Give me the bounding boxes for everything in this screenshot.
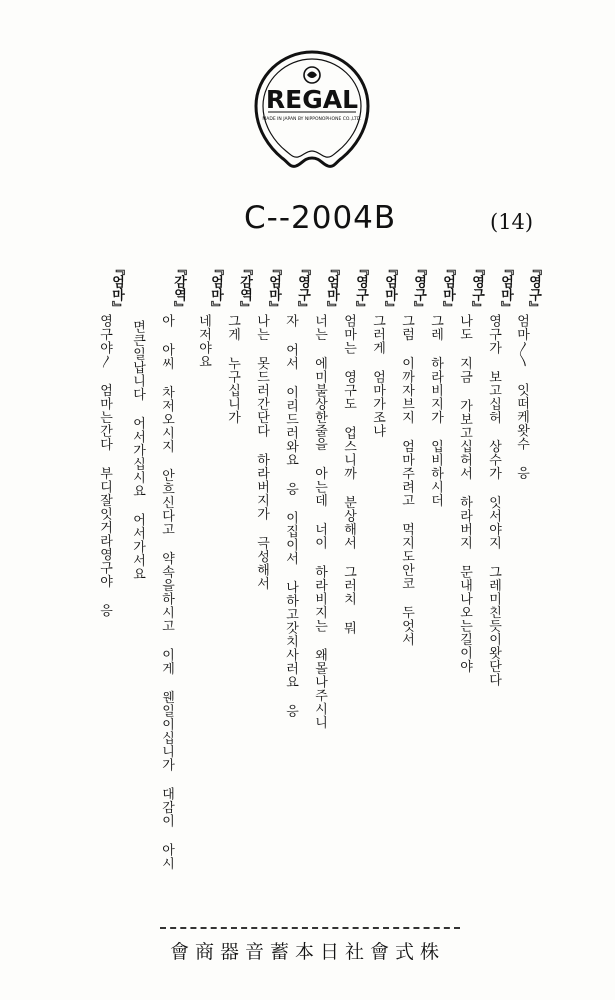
speaker-label: 『엄마』 bbox=[208, 262, 223, 314]
dialogue-text: 그럼 이까자브지 엄마주려고 먹지도안코 두엇서 bbox=[399, 314, 414, 646]
speaker-label: 『영구』 bbox=[469, 262, 484, 314]
speaker-label: 『감역』 bbox=[171, 262, 186, 314]
footer-divider bbox=[160, 927, 460, 929]
lyric-column bbox=[515, 262, 540, 480]
lyric-column bbox=[487, 262, 512, 687]
dialogue-text: 그레 하라비지가 입비하시더 bbox=[428, 314, 443, 507]
speaker-label: 『엄마』 bbox=[382, 262, 397, 314]
lyric-column bbox=[160, 262, 185, 870]
dialogue-text: 면큰일납니다 어서가십시요 어서가서요 bbox=[130, 320, 145, 581]
lyric-column bbox=[197, 262, 222, 368]
speaker-label: 『엄마』 bbox=[109, 262, 124, 314]
lyric-column bbox=[400, 262, 425, 646]
lyric-column bbox=[458, 262, 483, 673]
dialogue-text: 자 어서 이리드러와요 응 이집이서 나하고갓치사러요 응 bbox=[283, 314, 298, 718]
lyric-column bbox=[313, 262, 338, 729]
lyric-column bbox=[429, 262, 454, 507]
dialogue-text: 그러게 엄마가조냐 bbox=[370, 314, 385, 438]
publisher-footer: 會商器音蓄本日社會式株 bbox=[169, 941, 445, 963]
speaker-label: 『엄마』 bbox=[498, 262, 513, 314]
speaker-label: 『영구』 bbox=[526, 262, 541, 314]
logo-brand-text: REGAL bbox=[265, 85, 359, 114]
dialogue-text: 엄마는 영구도 업스니까 분상해서 그러치 뭐 bbox=[341, 314, 356, 635]
dialogue-text: 영구야〳 엄마는간다 부디잘잇거라영구야 응 bbox=[97, 314, 112, 617]
speaker-label: 『영구』 bbox=[353, 262, 368, 314]
dialogue-text: 그게 누구십니가 bbox=[225, 314, 240, 424]
logo-small-text: MADE IN JAPAN BY NIPPONOPHONE CO.,LTD. bbox=[262, 117, 362, 122]
speaker-label: 『엄마』 bbox=[266, 262, 281, 314]
speaker-label: 『엄마』 bbox=[440, 262, 455, 314]
dialogue-text: 나도 지금 가보고십허서 하라버지 문내나오는길이야 bbox=[457, 314, 472, 673]
speaker-label: 『엄마』 bbox=[324, 262, 339, 314]
catalog-code: C--2004B bbox=[244, 200, 397, 236]
lyric-column bbox=[98, 262, 123, 617]
lyric-column bbox=[342, 262, 367, 635]
dialogue-text: 아 아씨 차저오시지 안흐신다고 약속을하시고 이게 웬일이십니가 대감이 아시 bbox=[159, 314, 174, 870]
speaker-label: 『감역』 bbox=[237, 262, 252, 314]
page-number: (14) bbox=[490, 210, 534, 234]
lyric-column bbox=[284, 262, 309, 718]
dialogue-text: 영구가 보고십허 상수가 잇서야지 그레미친듯이왓단다 bbox=[486, 314, 501, 687]
speaker-label: 『영구』 bbox=[411, 262, 426, 314]
dialogue-text: 엄마〳〵 잇떠케왓수 응 bbox=[514, 314, 529, 480]
dialogue-text: 너는 에미불상한줄을 아는데 너이 하라비지는 왜몰나주시니 bbox=[312, 314, 327, 729]
lyric-column bbox=[371, 262, 396, 438]
lyric-column bbox=[131, 320, 144, 581]
dialogue-text: 나는 못드러간단다 하라버지가 극성해서 bbox=[254, 314, 269, 590]
lyric-column bbox=[226, 262, 251, 424]
regal-logo bbox=[250, 48, 374, 170]
lyric-column bbox=[255, 262, 280, 590]
dialogue-text: 네저야요 bbox=[196, 314, 211, 368]
speaker-label: 『영구』 bbox=[295, 262, 310, 314]
